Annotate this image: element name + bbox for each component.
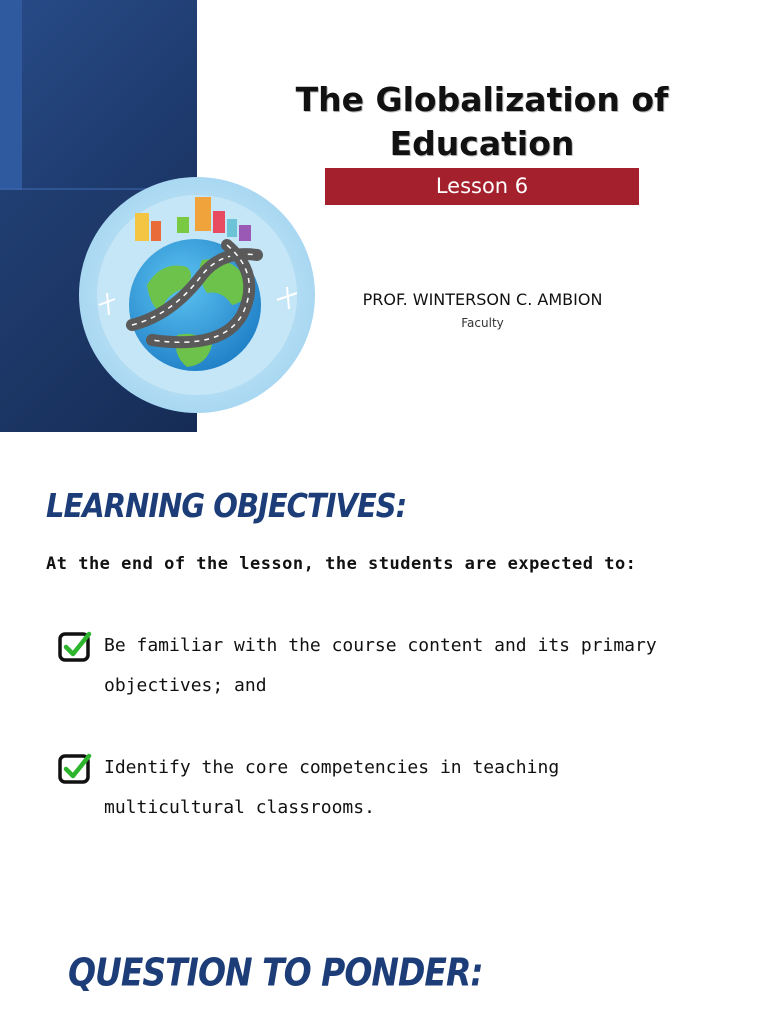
author-name: PROF. WINTERSON C. AMBION — [362, 290, 603, 309]
presentation-title: The Globalization of Education — [295, 80, 669, 163]
objective-text: Identify the core competencies in teaching multicultural classrooms. — [104, 757, 560, 818]
author-role: Faculty — [461, 316, 504, 330]
question-heading: QUESTION TO PONDER: — [68, 950, 483, 995]
objective-text: Be familiar with the course content and its primary objectives; and — [104, 635, 657, 696]
checkbox-checked-icon — [58, 628, 94, 662]
title-slide — [0, 0, 768, 432]
objectives-intro: At the end of the lesson, the students are expected to: — [46, 554, 637, 574]
side-panel-strip — [0, 0, 22, 190]
checkbox-checked-icon — [58, 750, 94, 784]
objective-item — [58, 626, 708, 708]
objective-item — [58, 748, 708, 830]
globe-illustration — [77, 175, 317, 415]
lesson-label: Lesson 6 — [325, 168, 639, 205]
learning-objectives-heading: LEARNING OBJECTIVES: — [46, 486, 407, 526]
side-panel-block — [22, 0, 197, 190]
